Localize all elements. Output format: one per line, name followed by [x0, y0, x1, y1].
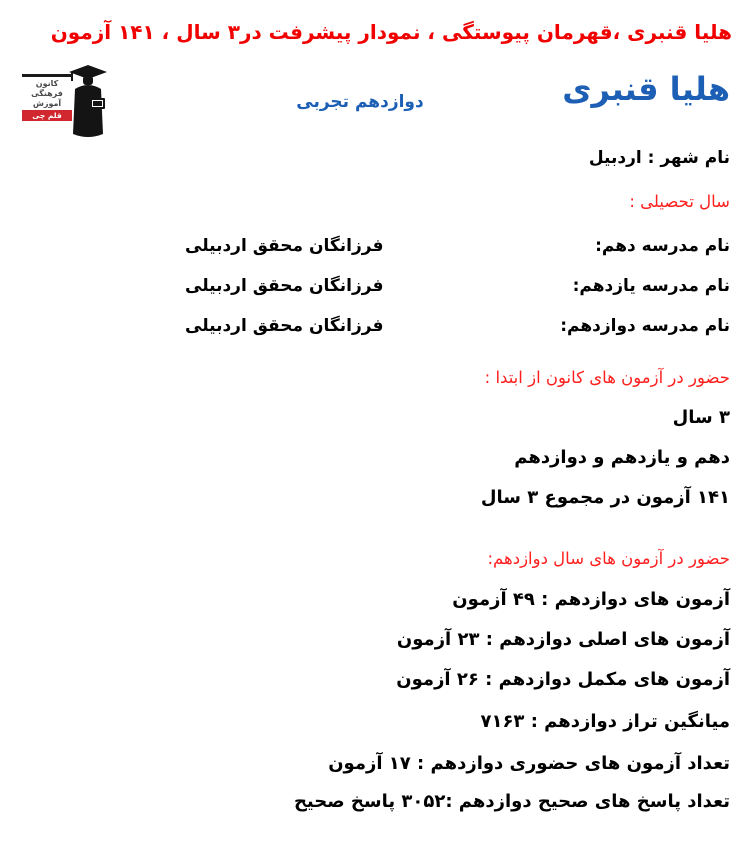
overall-line: ۱۴۱ آزمون در مجموع ۳ سال: [480, 487, 730, 508]
overall-attendance-heading: حضور در آزمون های کانون از ابتدا :: [484, 368, 730, 387]
grade12-stat-line: آزمون های اصلی دوازدهم : ۲۳ آزمون: [396, 629, 730, 650]
grade12-stat-line: میانگین تراز دوازدهم : ۷۱۶۳: [480, 711, 730, 732]
grade12-stat-line: تعداد پاسخ های صحیح دوازدهم :۳۰۵۲ پاسخ صحیح: [293, 791, 730, 812]
overall-line: ۳ سال: [672, 407, 730, 428]
logo-sign: [22, 74, 72, 121]
academic-year-label: سال تحصیلی :: [629, 192, 730, 211]
logo-org-line: فرهنگی: [31, 89, 63, 98]
overall-line: دهم و یازدهم و دوازدهم: [514, 447, 730, 468]
school-12-value: فرزانگان محقق اردبیلی: [185, 316, 384, 336]
student-grade: دوازدهم تجربی: [296, 92, 424, 112]
school-12-label: نام مدرسه دوازدهم:: [560, 316, 730, 336]
school-11-label: نام مدرسه یازدهم:: [572, 276, 730, 296]
city-line: نام شهر : اردبیل: [588, 148, 730, 168]
grade12-stat-line: تعداد آزمون های حضوری دوازدهم : ۱۷ آزمون: [328, 753, 730, 774]
grade12-stat-line: آزمون های مکمل دوازدهم : ۲۶ آزمون: [396, 669, 730, 690]
page-headline: هلیا قنبری ،قهرمان پیوستگی ، نمودار پیشرفت در۳ سال ، ۱۴۱ آزمون: [50, 20, 732, 44]
school-10-value: فرزانگان محقق اردبیلی: [185, 236, 384, 256]
logo-org-line: آموزش: [32, 99, 62, 108]
grade12-attendance-heading: حضور در آزمون های سال دوازدهم:: [487, 549, 730, 568]
graduate-icon: [68, 64, 108, 140]
student-name: هلیا قنبری: [562, 70, 730, 108]
school-11-value: فرزانگان محقق اردبیلی: [185, 276, 384, 296]
logo-org-line: کانون: [35, 79, 59, 88]
grade12-stat-line: آزمون های دوازدهم : ۴۹ آزمون: [452, 589, 730, 610]
logo-badge: قلم چی: [22, 110, 72, 121]
kanoon-logo: [14, 64, 108, 142]
school-10-label: نام مدرسه دهم:: [595, 236, 730, 256]
